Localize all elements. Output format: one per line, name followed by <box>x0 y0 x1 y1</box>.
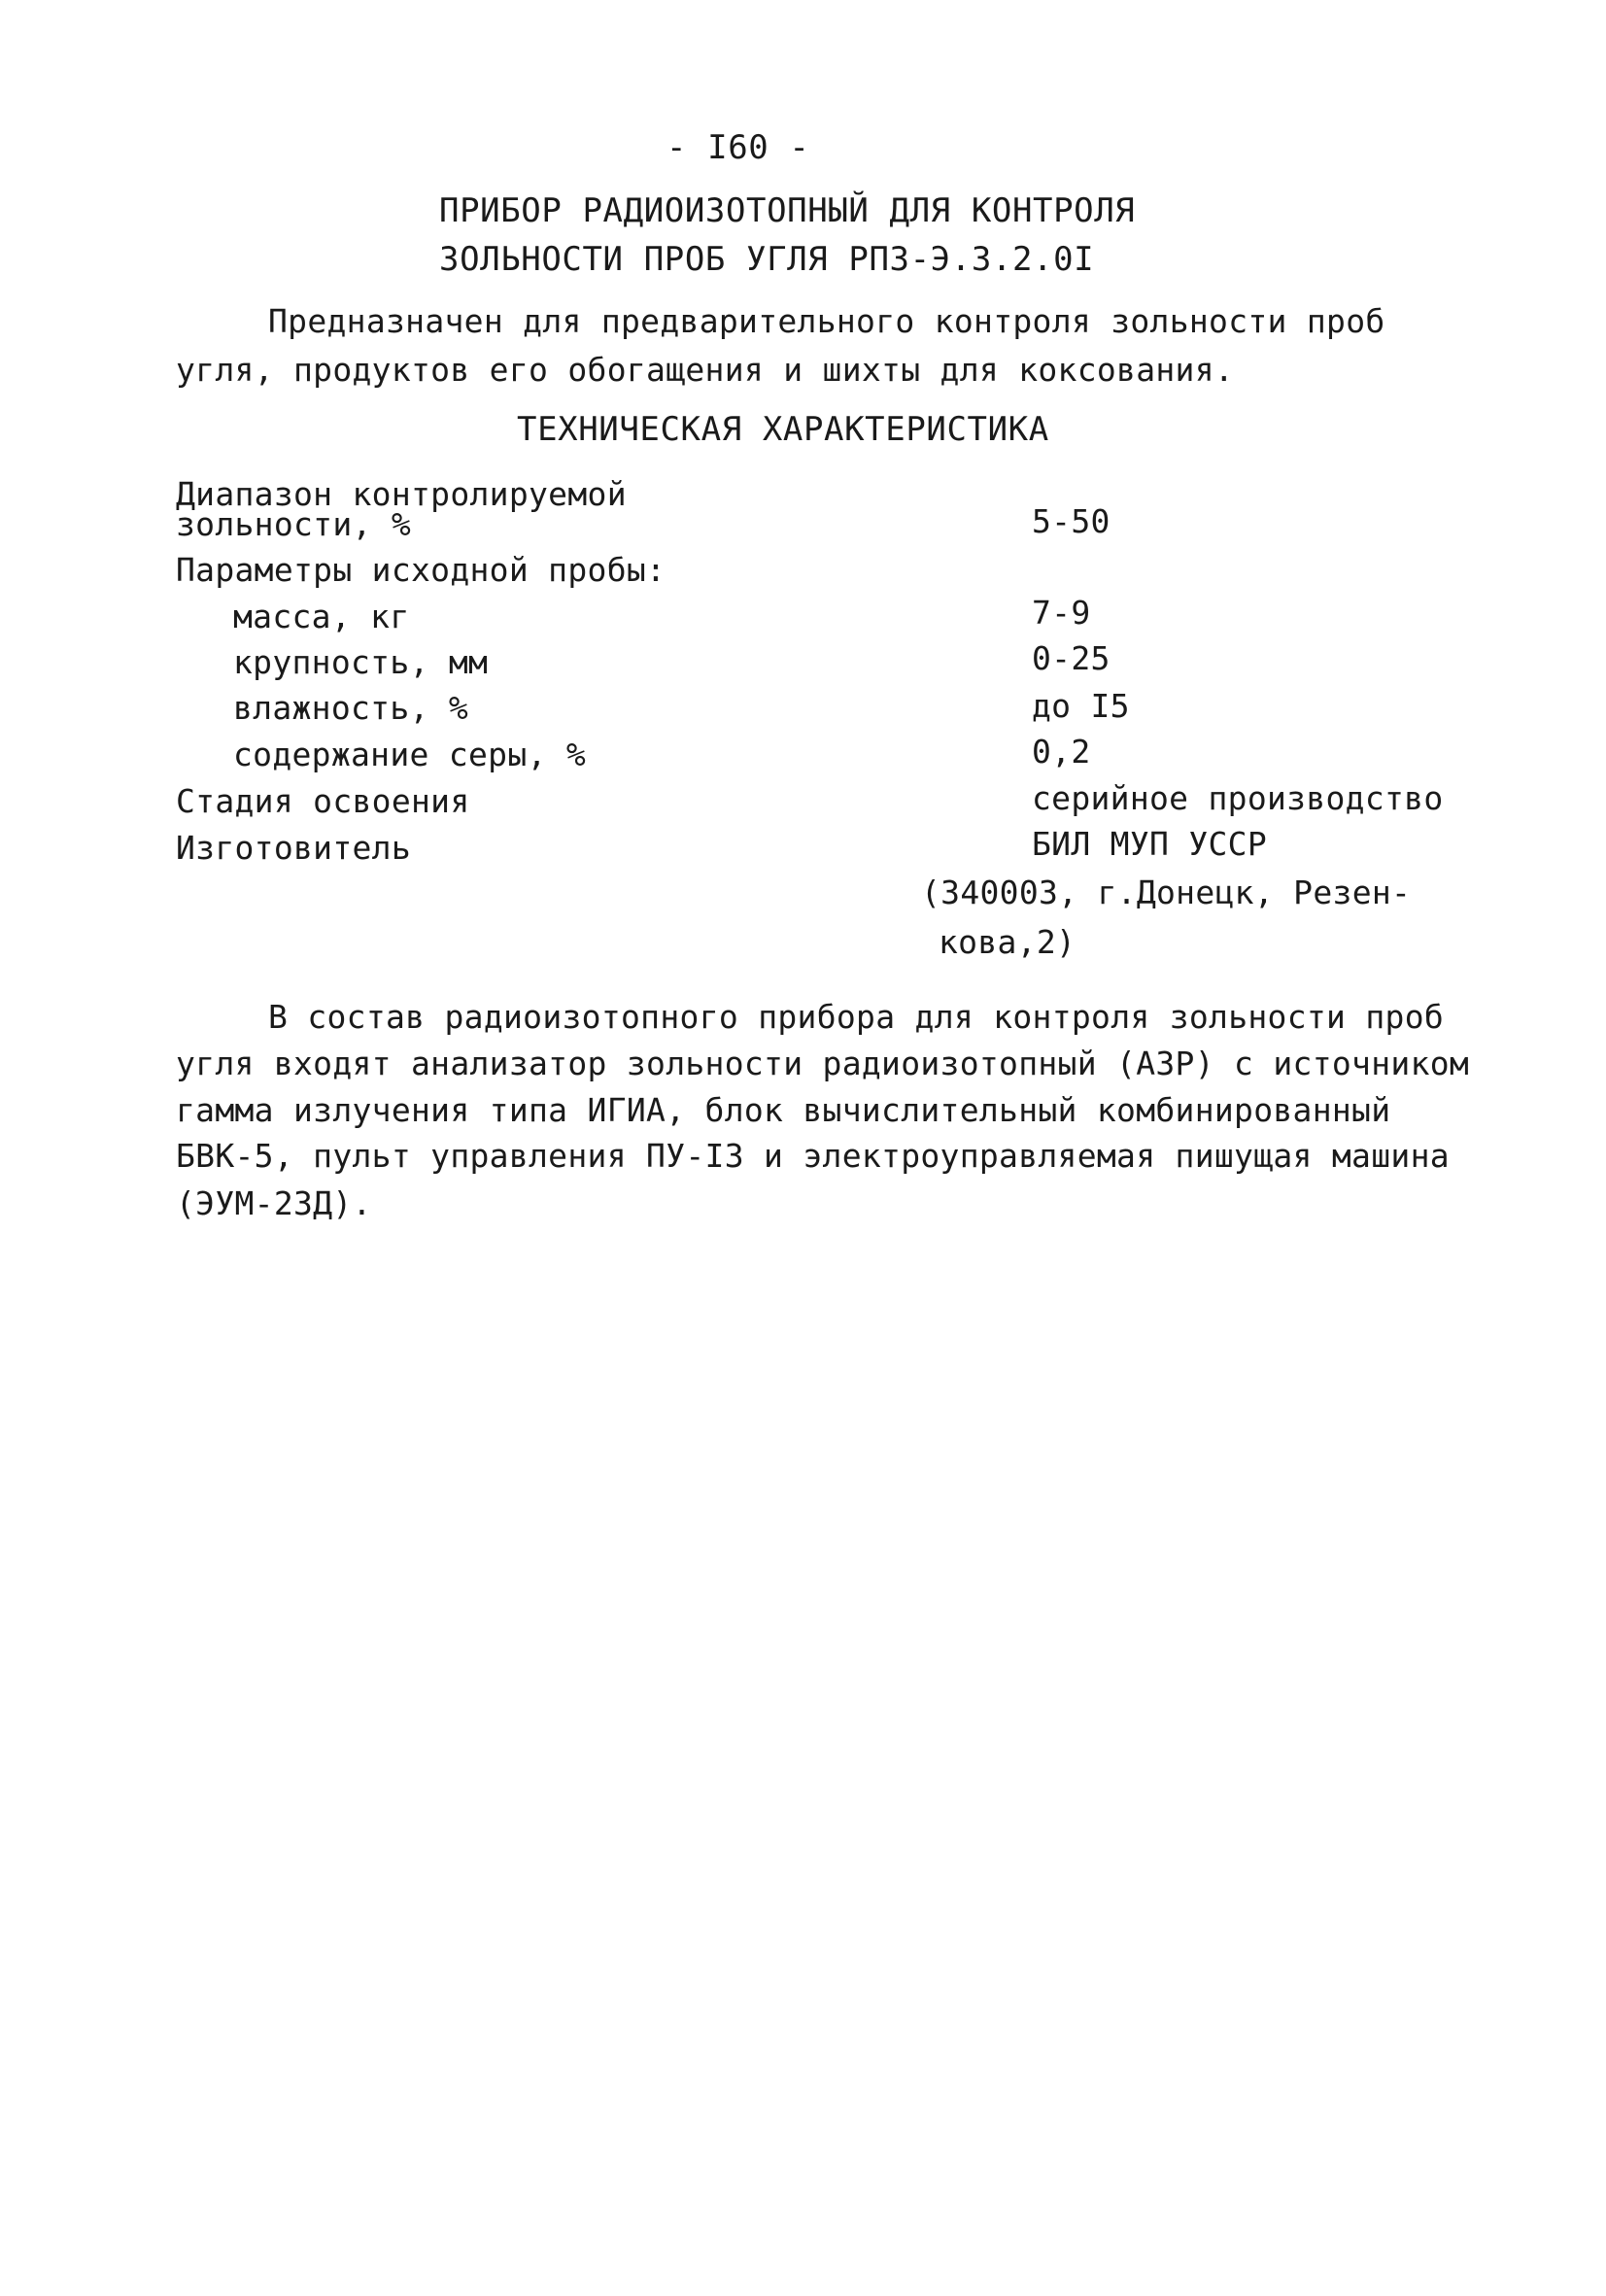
spec-maker-value-1: БИЛ МУП УССР <box>1032 825 1268 863</box>
spec-maker-value-2: (340003, г.Донецк, Резен- <box>921 874 1412 911</box>
spec-mass-value: 7-9 <box>1032 594 1091 632</box>
spec-sulfur-label: содержание серы, % <box>233 736 587 773</box>
spec-mass-label: масса, кг <box>233 598 410 635</box>
specs-heading: ТЕХНИЧЕСКАЯ ХАРАКТЕРИСТИКА <box>517 410 1049 449</box>
spec-moisture-value: до I5 <box>1032 687 1130 725</box>
spec-stage-label: Стадия освоения <box>176 782 470 820</box>
spec-size-label: крупность, мм <box>233 643 489 681</box>
spec-sulfur-value: 0,2 <box>1032 733 1091 771</box>
composition-line-1: В состав радиоизотопного прибора для контроля зольности проб <box>268 998 1445 1036</box>
intro-line-2: угля, продуктов его обогащения и шихты для коксования. <box>176 351 1235 389</box>
spec-stage-value: серийное производство <box>1032 779 1444 817</box>
spec-maker-value-3: кова,2) <box>939 923 1076 961</box>
spec-size-value: 0-25 <box>1032 639 1111 677</box>
composition-line-2: угля входят анализатор зольности радиоизотопный (АЗР) с источником <box>176 1045 1470 1082</box>
page-number: - I60 - <box>666 128 810 167</box>
spec-ash-range-value: 5-50 <box>1032 502 1111 540</box>
intro-line-1: Предназначен для предварительного контроля зольности проб <box>268 302 1385 340</box>
spec-sample-params-label: Параметры исходной пробы: <box>176 551 666 589</box>
composition-line-5: (ЭУМ-23Д). <box>176 1184 372 1222</box>
composition-line-4: БВК-5, пульт управления ПУ-I3 и электроуправляемая пишущая машина <box>176 1137 1450 1175</box>
composition-line-3: гамма излучения типа ИГИА, блок вычислительный комбинированный <box>176 1091 1391 1129</box>
spec-ash-range-label-2: зольности, % <box>176 505 412 543</box>
document-title-line-2: ЗОЛЬНОСТИ ПРОБ УГЛЯ РПЗ-Э.3.2.0I <box>439 240 1095 279</box>
spec-moisture-label: влажность, % <box>233 689 469 727</box>
spec-maker-label: Изготовитель <box>176 829 412 867</box>
document-title-line-1: ПРИБОР РАДИОИЗОТОПНЫЙ ДЛЯ КОНТРОЛЯ <box>439 191 1136 230</box>
spec-ash-range-label-1: Диапазон контролируемой <box>176 475 627 513</box>
